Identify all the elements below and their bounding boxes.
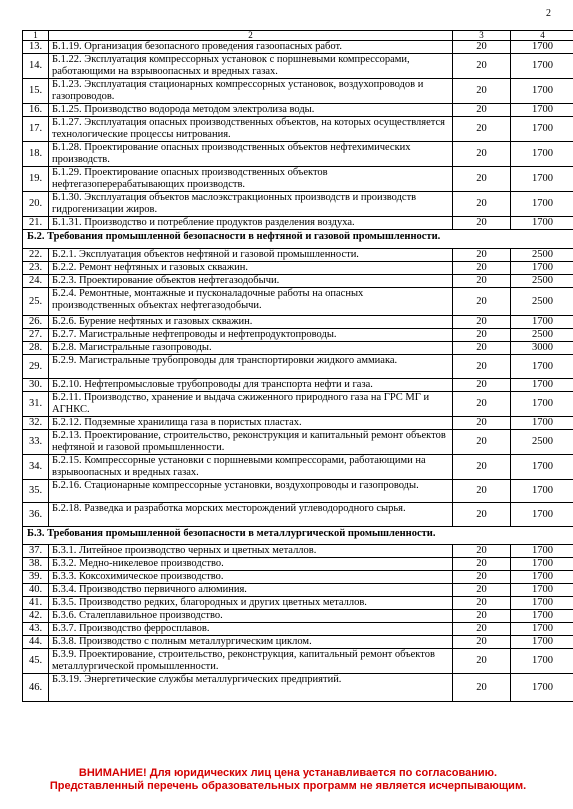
program-title-cell: Б.2.10. Нефтепромысловые трубопроводы для транспорта нефти и газа. <box>49 379 453 392</box>
programs-table <box>22 30 573 702</box>
price-cell: 1700 <box>511 674 573 702</box>
row-number-cell: 29. <box>23 355 49 379</box>
program-title-cell: Б.3.4. Производство первичного алюминия. <box>49 584 453 597</box>
notice-line-list: Представленный перечень образовательных программ не является исчерпывающим. <box>49 780 527 792</box>
row-number-cell: 37. <box>23 545 49 558</box>
hours-cell: 20 <box>453 275 511 288</box>
hours-cell: 20 <box>453 430 511 455</box>
program-title-cell: Б.2.12. Подземные хранилища газа в пористых пластах. <box>49 417 453 430</box>
table-row <box>23 649 573 674</box>
row-number-cell: 43. <box>23 623 49 636</box>
program-title-cell: Б.2.9. Магистральные трубопроводы для транспортировки жидкого аммиака. <box>49 355 453 379</box>
program-title-cell: Б.1.28. Проектирование опасных производственных объектов нефтехимических производств. <box>49 142 453 167</box>
hours-cell: 20 <box>453 316 511 329</box>
price-cell: 2500 <box>511 288 573 316</box>
row-number-cell: 23. <box>23 262 49 275</box>
program-title-cell: Б.2.18. Разведка и разработка морских месторождений углеводородного сырья. <box>49 503 453 527</box>
row-number-cell: 18. <box>23 142 49 167</box>
price-cell: 2500 <box>511 249 573 262</box>
program-title-cell: Б.3.3. Коксохимическое производство. <box>49 571 453 584</box>
table-row <box>23 584 573 597</box>
table-row <box>23 117 573 142</box>
table-row <box>23 558 573 571</box>
table-row <box>23 455 573 480</box>
program-title-cell: Б.2.11. Производство, хранение и выдача сжиженного природного газа на ГРС МГ и АГНКС. <box>49 392 453 417</box>
price-cell: 1700 <box>511 192 573 217</box>
table-row <box>23 192 573 217</box>
program-title-cell: Б.1.30. Эксплуатация объектов маслоэкстракционных производств и производств гидрогенизации жиров. <box>49 192 453 217</box>
price-cell: 1700 <box>511 41 573 54</box>
price-cell: 1700 <box>511 545 573 558</box>
row-number-cell: 41. <box>23 597 49 610</box>
column-number: 1 <box>23 31 49 41</box>
hours-cell: 20 <box>453 288 511 316</box>
row-number-cell: 44. <box>23 636 49 649</box>
table-row <box>23 217 573 230</box>
hours-cell: 20 <box>453 54 511 79</box>
column-number: 3 <box>453 31 511 41</box>
hours-cell: 20 <box>453 262 511 275</box>
price-cell: 1700 <box>511 79 573 104</box>
price-cell: 1700 <box>511 636 573 649</box>
price-cell: 1700 <box>511 392 573 417</box>
hours-cell: 20 <box>453 79 511 104</box>
table-row <box>23 610 573 623</box>
program-title-cell: Б.2.3. Проектирование объектов нефтегазодобычи. <box>49 275 453 288</box>
row-number-cell: 25. <box>23 288 49 316</box>
row-number-cell: 35. <box>23 480 49 503</box>
table-row <box>23 480 573 503</box>
program-title-cell: Б.2.15. Компрессорные установки с поршневыми компрессорами, работающими на взрывоопасных и вредных газах. <box>49 455 453 480</box>
hours-cell: 20 <box>453 649 511 674</box>
row-number-cell: 39. <box>23 571 49 584</box>
price-cell: 1700 <box>511 104 573 117</box>
program-title-cell: Б.3.7. Производство ферросплавов. <box>49 623 453 636</box>
hours-cell: 20 <box>453 545 511 558</box>
table-row <box>23 167 573 192</box>
row-number-cell: 15. <box>23 79 49 104</box>
program-title-cell: Б.3.1. Литейное производство черных и цветных металлов. <box>49 545 453 558</box>
price-cell: 2500 <box>511 275 573 288</box>
row-number-cell: 28. <box>23 342 49 355</box>
column-number-row <box>23 31 573 41</box>
row-number-cell: 36. <box>23 503 49 527</box>
program-title-cell: Б.2.6. Бурение нефтяных и газовых скважин. <box>49 316 453 329</box>
row-number-cell: 40. <box>23 584 49 597</box>
row-number-cell: 46. <box>23 674 49 702</box>
hours-cell: 20 <box>453 610 511 623</box>
price-cell: 1700 <box>511 571 573 584</box>
program-title-cell: Б.2.2. Ремонт нефтяных и газовых скважин. <box>49 262 453 275</box>
table-row <box>23 503 573 527</box>
program-title-cell: Б.1.29. Проектирование опасных производственных объектов нефтегазоперерабатывающих производств. <box>49 167 453 192</box>
table-row <box>23 430 573 455</box>
table-row <box>23 417 573 430</box>
row-number-cell: 38. <box>23 558 49 571</box>
hours-cell: 20 <box>453 379 511 392</box>
row-number-cell: 33. <box>23 430 49 455</box>
price-cell: 1700 <box>511 217 573 230</box>
notice-line-price: ВНИМАНИЕ! Для юридических лиц цена устанавливается по согласованию. <box>78 767 498 779</box>
hours-cell: 20 <box>453 142 511 167</box>
table-row <box>23 571 573 584</box>
row-number-cell: 32. <box>23 417 49 430</box>
price-cell: 1700 <box>511 610 573 623</box>
price-cell: 1700 <box>511 262 573 275</box>
hours-cell: 20 <box>453 636 511 649</box>
hours-cell: 20 <box>453 192 511 217</box>
program-title-cell: Б.1.19. Организация безопасного проведения газоопасных работ. <box>49 41 453 54</box>
price-cell: 1700 <box>511 355 573 379</box>
row-number-cell: 14. <box>23 54 49 79</box>
price-cell: 1700 <box>511 480 573 503</box>
hours-cell: 20 <box>453 41 511 54</box>
hours-cell: 20 <box>453 167 511 192</box>
price-cell: 1700 <box>511 142 573 167</box>
hours-cell: 20 <box>453 584 511 597</box>
hours-cell: 20 <box>453 417 511 430</box>
price-cell: 1700 <box>511 503 573 527</box>
table-row <box>23 636 573 649</box>
hours-cell: 20 <box>453 249 511 262</box>
hours-cell: 20 <box>453 455 511 480</box>
program-title-cell: Б.3.2. Медно-никелевое производство. <box>49 558 453 571</box>
table-row <box>23 545 573 558</box>
hours-cell: 20 <box>453 571 511 584</box>
row-number-cell: 42. <box>23 610 49 623</box>
table-row <box>23 316 573 329</box>
table-row <box>23 41 573 54</box>
table-row <box>23 379 573 392</box>
price-cell: 1700 <box>511 379 573 392</box>
price-cell: 1700 <box>511 167 573 192</box>
price-cell: 1700 <box>511 649 573 674</box>
price-cell: 1700 <box>511 117 573 142</box>
hours-cell: 20 <box>453 117 511 142</box>
price-cell: 1700 <box>511 584 573 597</box>
table-row <box>23 329 573 342</box>
hours-cell: 20 <box>453 480 511 503</box>
hours-cell: 20 <box>453 342 511 355</box>
price-cell: 1700 <box>511 558 573 571</box>
table-row <box>23 597 573 610</box>
hours-cell: 20 <box>453 674 511 702</box>
table-row <box>23 142 573 167</box>
section-title: Б.3. Требования промышленной безопасности в металлургической промышленности. <box>23 527 573 545</box>
row-number-cell: 24. <box>23 275 49 288</box>
hours-cell: 20 <box>453 392 511 417</box>
hours-cell: 20 <box>453 355 511 379</box>
row-number-cell: 17. <box>23 117 49 142</box>
row-number-cell: 45. <box>23 649 49 674</box>
section-header-row <box>23 230 573 249</box>
program-title-cell: Б.3.9. Проектирование, строительство, реконструкция, капитальный ремонт объектов металлургической промышленности. <box>49 649 453 674</box>
program-title-cell: Б.3.5. Производство редких, благородных и других цветных металлов. <box>49 597 453 610</box>
program-title-cell: Б.1.22. Эксплуатация компрессорных установок с поршневыми компрессорами, работающими на взрывоопасных и вредных газах. <box>49 54 453 79</box>
section-header-row <box>23 527 573 545</box>
table-row <box>23 249 573 262</box>
price-cell: 1700 <box>511 597 573 610</box>
row-number-cell: 27. <box>23 329 49 342</box>
row-number-cell: 22. <box>23 249 49 262</box>
program-title-cell: Б.1.25. Производство водорода методом электролиза воды. <box>49 104 453 117</box>
row-number-cell: 13. <box>23 41 49 54</box>
hours-cell: 20 <box>453 104 511 117</box>
table-row <box>23 355 573 379</box>
table-row <box>23 288 573 316</box>
page-number: 2 <box>546 8 551 19</box>
program-title-cell: Б.3.8. Производство с полным металлургическим циклом. <box>49 636 453 649</box>
table-row <box>23 262 573 275</box>
program-title-cell: Б.2.16. Стационарные компрессорные установки, воздухопроводы и газопроводы. <box>49 480 453 503</box>
price-cell: 3000 <box>511 342 573 355</box>
program-title-cell: Б.3.6. Сталеплавильное производство. <box>49 610 453 623</box>
hours-cell: 20 <box>453 623 511 636</box>
program-title-cell: Б.2.8. Магистральные газопроводы. <box>49 342 453 355</box>
price-cell: 1700 <box>511 455 573 480</box>
table-row <box>23 79 573 104</box>
price-cell: 1700 <box>511 54 573 79</box>
row-number-cell: 34. <box>23 455 49 480</box>
row-number-cell: 16. <box>23 104 49 117</box>
hours-cell: 20 <box>453 217 511 230</box>
table-row <box>23 104 573 117</box>
hours-cell: 20 <box>453 329 511 342</box>
hours-cell: 20 <box>453 597 511 610</box>
program-title-cell: Б.3.19. Энергетические службы металлургических предприятий. <box>49 674 453 702</box>
price-cell: 1700 <box>511 316 573 329</box>
program-title-cell: Б.1.27. Эксплуатация опасных производственных объектов, на которых осуществляется технологические процессы нитрования. <box>49 117 453 142</box>
table-row <box>23 623 573 636</box>
price-cell: 1700 <box>511 623 573 636</box>
section-title: Б.2. Требования промышленной безопасности в нефтяной и газовой промышленности. <box>23 230 573 249</box>
price-cell: 2500 <box>511 329 573 342</box>
program-title-cell: Б.1.23. Эксплуатация стационарных компрессорных установок, воздухопроводов и газопроводов. <box>49 79 453 104</box>
row-number-cell: 26. <box>23 316 49 329</box>
row-number-cell: 31. <box>23 392 49 417</box>
program-title-cell: Б.2.1. Эксплуатация объектов нефтяной и газовой промышленности. <box>49 249 453 262</box>
table-row <box>23 342 573 355</box>
hours-cell: 20 <box>453 503 511 527</box>
price-cell: 2500 <box>511 430 573 455</box>
row-number-cell: 30. <box>23 379 49 392</box>
table-row <box>23 392 573 417</box>
program-title-cell: Б.2.7. Магистральные нефтепроводы и нефтепродуктопроводы. <box>49 329 453 342</box>
table-row <box>23 275 573 288</box>
notice <box>22 767 554 793</box>
column-number: 4 <box>511 31 573 41</box>
row-number-cell: 21. <box>23 217 49 230</box>
hours-cell: 20 <box>453 558 511 571</box>
program-title-cell: Б.1.31. Производство и потребление продуктов разделения воздуха. <box>49 217 453 230</box>
table-row <box>23 54 573 79</box>
program-title-cell: Б.2.4. Ремонтные, монтажные и пусконаладочные работы на опасных производственных объектах нефтегазодобычи. <box>49 288 453 316</box>
table-row <box>23 674 573 702</box>
row-number-cell: 19. <box>23 167 49 192</box>
programs-table-body <box>23 31 573 702</box>
column-number: 2 <box>49 31 453 41</box>
price-cell: 1700 <box>511 417 573 430</box>
program-title-cell: Б.2.13. Проектирование, строительство, реконструкция и капитальный ремонт объектов нефтяной и газовой промышленности. <box>49 430 453 455</box>
row-number-cell: 20. <box>23 192 49 217</box>
